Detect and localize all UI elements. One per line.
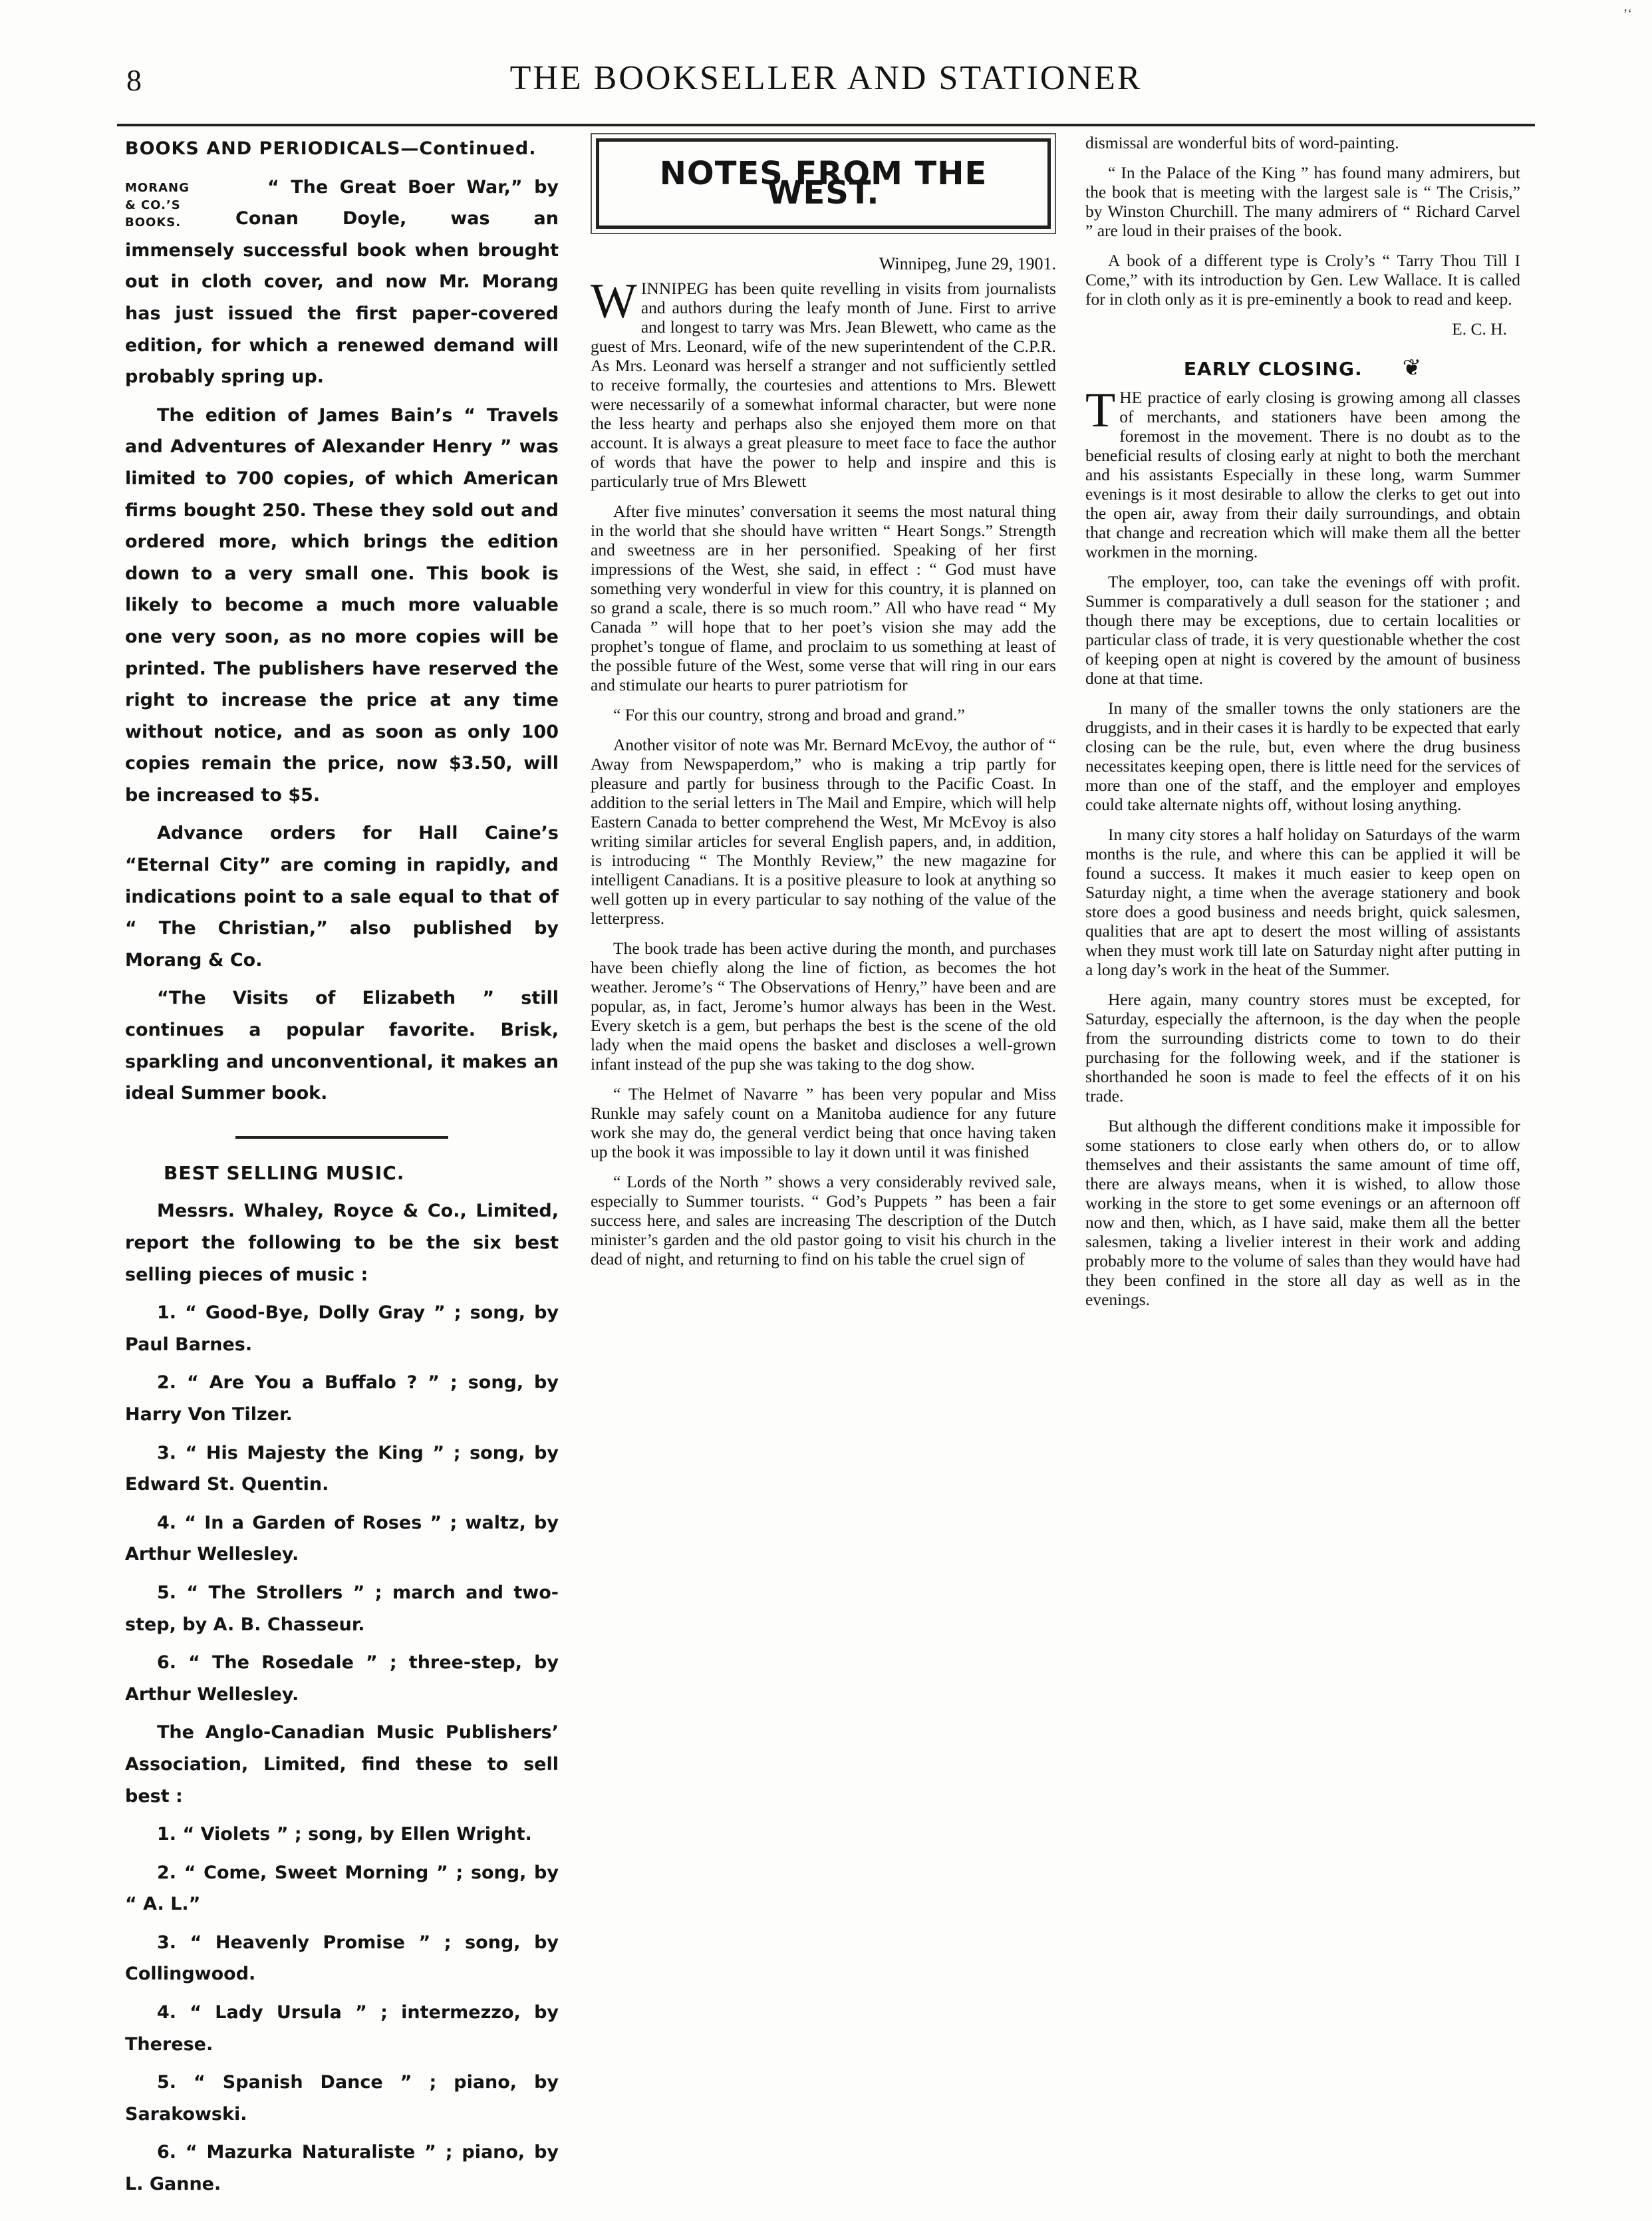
early-closing-title: EARLY CLOSING.: [1183, 358, 1363, 380]
paragraph-employer: The employer, too, can take the evenings off with profit. Summer is comparatively a dull season for the stationer ; and though there may be exceptions, due to certain localities or particular class of trade, it is very questionable whether the cost of keeping open at night is covered by the amount of business done at that time.: [1085, 572, 1520, 688]
header-rule: [117, 124, 1535, 126]
side-label-line2: & CO.’S BOOKS.: [125, 198, 182, 229]
morang-block: [125, 172, 559, 400]
music-item: 3. “ Heavenly Promise ” ; song, by Collingwood.: [125, 1932, 559, 1985]
paragraph-country-stores: Here again, many country stores must be excepted, for Saturday, especially the afternoon, is the day when the people from the surrounding districts come to town to do their purchasing for the following week, and if the stationer is shorthanded he soon is made to feel the effects of it on his trade.: [1085, 990, 1520, 1106]
article-title-notes-west: NOTES FROM THE WEST.: [596, 138, 1051, 229]
music-item: 5. “ The Strollers ” ; march and two-step, by A. B. Chasseur.: [125, 1582, 559, 1635]
music-item: 1. “ Violets ” ; song, by Ellen Wright.: [157, 1824, 532, 1845]
music-item: 6. “ Mazurka Naturaliste ” ; piano, by L. Ganne.: [125, 2142, 559, 2195]
page-number: 8: [126, 63, 142, 97]
paragraph-boer-war: “ The Great Boer War,” by Conan Doyle, was an immensely successful book when brought out in cloth cover, and now Mr. Morang has just issued the first paper-covered edition, for which a renewed demand will probably spring up.: [125, 176, 559, 388]
drop-cap-w: W: [591, 274, 637, 329]
dateline: Winnipeg, June 29, 1901.: [879, 254, 1056, 273]
paragraph-palace-king: “ In the Palace of the King ” has found many admirers, but the book that is meeting with the largest sale is “ The Crisis,” by Winston Churchill. The many admirers of “ Richard Carvel ” are loud in their praises of the book.: [1085, 163, 1520, 240]
ornament-icon: ❦: [1402, 355, 1423, 381]
side-label-line1: MORANG: [125, 180, 190, 195]
paragraph-book-trade: The book trade has been active during the month, and purchases have been chiefly along the line of fiction, as becomes the hot weather. Jerome’s “ The Observations of Henry,” have been and are popular, as, in fact, Jerome’s humor always has been in the West. Every sketch is a gem, but perhaps the best is the scene of the old lady when the maid opens the basket and discloses a well-grown infant instead of the pup she was taking to the dog show.: [591, 939, 1056, 1074]
early-closing-heading: [1085, 355, 1520, 381]
paragraph-continuation: dismissal are wonderful bits of word-painting.: [1085, 133, 1399, 152]
title-box: [591, 133, 1056, 234]
paragraph-heart-songs: After five minutes’ conversation it seems the most natural thing in the world that she should have written “ Heart Songs.” Strength and sweetness are in her personified. Speaking of her first impressions of the West, she said, in effect : “ God must have something very wonderful in view for this country, it is planned on so grand a scale, there is so much room.” All who have read “ My Canada ” will hope that to her poet’s vision she may add the prophet’s tongue of flame, and proclaim to us something at least of the possible future of the West, some verse that will ring in our ears and stimulate our hearts to purer patriotism for: [591, 502, 1056, 694]
column-middle: [591, 133, 1056, 1279]
paragraph-early-closing-text: HE practice of early closing is growing among all classes of merchants, and stationers have been among the foremost in the movement. There is no doubt as to the beneficial results of closing early at night to both the merchant and his assistants Especially in these long, warm Summer evenings is it most desirable to allow the clerks to get out into the open air, away from their daily surroundings, and obtain that change and recreation which will make them all the better workmen in the morning.: [1085, 388, 1520, 561]
music-item: 5. “ Spanish Dance ” ; piano, by Sarakowski.: [125, 2072, 559, 2125]
paragraph-winnipeg-text: INNIPEG has been quite revelling in visits from journalists and authors during the leafy month of June. First to arrive and longest to tarry was Mrs. Jean Blewett, who came as the guest of Mrs. Leonard, wife of the new superintendent of the C.P.R. As Mrs. Leonard was herself a stranger and not sufficiently settled to receive formally, the courtesies and attentions to Mrs. Blewett were necessarily of a somewhat informal character, but were none the less hearty and perhaps also she enjoyed them more on that account. It is always a great pleasure to meet face to face the author of words that have the power to help and inspire and this is particularly true of Mrs Blewett: [591, 279, 1056, 491]
journal-title: THE BOOKSELLER AND STATIONER: [509, 59, 1143, 97]
paragraph-james-bain: The edition of James Bain’s “ Travels and Adventures of Alexander Henry ” was limited to 700 copies, of which American firms bought 250. These they sold out and ordered more, which brings the edition down to a very small one. This book is likely to become a much more valuable one very soon, as no more copies will be printed. The publishers have reserved the right to increase the price at any time without notice, and as soon as only 100 copies remain the price, now $3.50, will be increased to $5.: [125, 404, 559, 806]
paragraph-lords-north: “ Lords of the North ” shows a very considerably revived sale, especially to Summer tourists. “ God’s Puppets ” has been a fair success here, and sales are increasing The description of the Dutch minister’s garden and the old pastor going to visit his church in the dead of night, and returning to find on his table the cruel sign of: [591, 1172, 1056, 1268]
section-divider: [235, 1136, 448, 1139]
music-item: 1. “ Good-Bye, Dolly Gray ” ; song, by Paul Barnes.: [125, 1302, 559, 1355]
music-item: 6. “ The Rosedale ” ; three-step, by Arthur Wellesley.: [125, 1652, 559, 1705]
music-heading: BEST SELLING MUSIC.: [164, 1161, 405, 1184]
paragraph-mcevoy: Another visitor of note was Mr. Bernard McEvoy, the author of “ Away from Newspaperdom,” who is making a trip partly for pleasure and partly for business through to the Pacific Coast. In addition to the serial letters in The Mail and Empire, which will help Eastern Canada to better comprehend the West, Mr McEvoy is also writing similar articles for several English papers, and, in addition, is introducing “ The Monthly Review,” the new magazine for intelligent Canadians. It is a positive pleasure to look at anything so well gotten up in every particular to say nothing of the value of the letterpress.: [591, 735, 1056, 928]
paragraph-smaller-towns: In many of the smaller towns the only stationers are the druggists, and in their cases it is hardly to be expected that early closing can be the rule, but, even where the drug business necessitates keeping open, there is little need for the services of more than one of the staff, and the employer and employes could take alternate nights off, without losing anything.: [1085, 698, 1520, 814]
paragraph-city-stores: In many city stores a half holiday on Saturdays of the warm months is the rule, and where this can be applied it will be found a success. It makes it much easier to keep open on Saturday night, a time when the average stationery and book store does a good business and needs bright, quick salesmen, qualities that are apt to desert the most willing of assistants when they must work till late on Saturday night after putting in a long day’s work in the heat of the Summer.: [1085, 825, 1520, 979]
corner-mark: ’‘: [1623, 7, 1632, 21]
paragraph-helmet-navarre: “ The Helmet of Navarre ” has been very popular and Miss Runkle may safely count on a Manitoba audience for any future work she may do, the general verdict being that once having taken up the book it was impossible to lay it down until it was finished: [591, 1084, 1056, 1161]
column-left: [125, 133, 559, 2207]
music-intro-anglo-canadian: The Anglo-Canadian Music Publishers’ Association, Limited, find these to sell best :: [125, 1722, 559, 1807]
music-item: 2. “ Come, Sweet Morning ” ; song, by “ A. L.”: [125, 1862, 559, 1915]
author-signature: E. C. H.: [1452, 319, 1507, 339]
music-intro-whaley: Messrs. Whaley, Royce & Co., Limited, report the following to be the six best selling pieces of music :: [125, 1201, 559, 1285]
drop-cap-t: T: [1085, 383, 1116, 438]
paragraph-early-closing: [1085, 383, 1520, 561]
column-right: [1085, 133, 1520, 1320]
paragraph-eternal-city: Advance orders for Hall Caine’s “Eternal City” are coming in rapidly, and indications point to a sale equal to that of “ The Christian,” also published by Morang & Co.: [125, 823, 559, 970]
paragraph-winnipeg: [591, 274, 1056, 491]
music-item: 3. “ His Majesty the King ” ; song, by Edward St. Quentin.: [125, 1442, 559, 1495]
paragraph-croly: A book of a different type is Croly’s “ Tarry Thou Till I Come,” with its introduction by Gen. Lew Wallace. It is called for in cloth only as it is pre-eminently a book to read and keep.: [1085, 251, 1520, 309]
music-item: 2. “ Are You a Buffalo ? ” ; song, by Harry Von Tilzer.: [125, 1372, 559, 1425]
music-item: 4. “ Lady Ursula ” ; intermezzo, by Therese.: [125, 2002, 559, 2055]
side-label-morang: [125, 180, 229, 231]
section-heading-books: BOOKS AND PERIODICALS—Continued.: [125, 138, 537, 159]
quotation-country: “ For this our country, strong and broad and grand.”: [613, 705, 965, 724]
paragraph-visits-elizabeth: “The Visits of Elizabeth ” still continues a popular favorite. Brisk, sparkling and unconventional, it makes an ideal Summer book.: [125, 988, 559, 1104]
music-item: 4. “ In a Garden of Roses ” ; waltz, by Arthur Wellesley.: [125, 1512, 559, 1565]
paragraph-conditions: But although the different conditions make it impossible for some stationers to close early when others do, or to allow themselves and their assistants the same amount of time off, there are always means, when it is wished, to allow those working in the store to get some evenings or an afternoon off now and then, which, as I have said, make them all the better salesmen, taking a livelier interest in their work and adding probably more to the volume of sales than they would have had they been confined in the store all day as well as in the evenings.: [1085, 1116, 1520, 1309]
